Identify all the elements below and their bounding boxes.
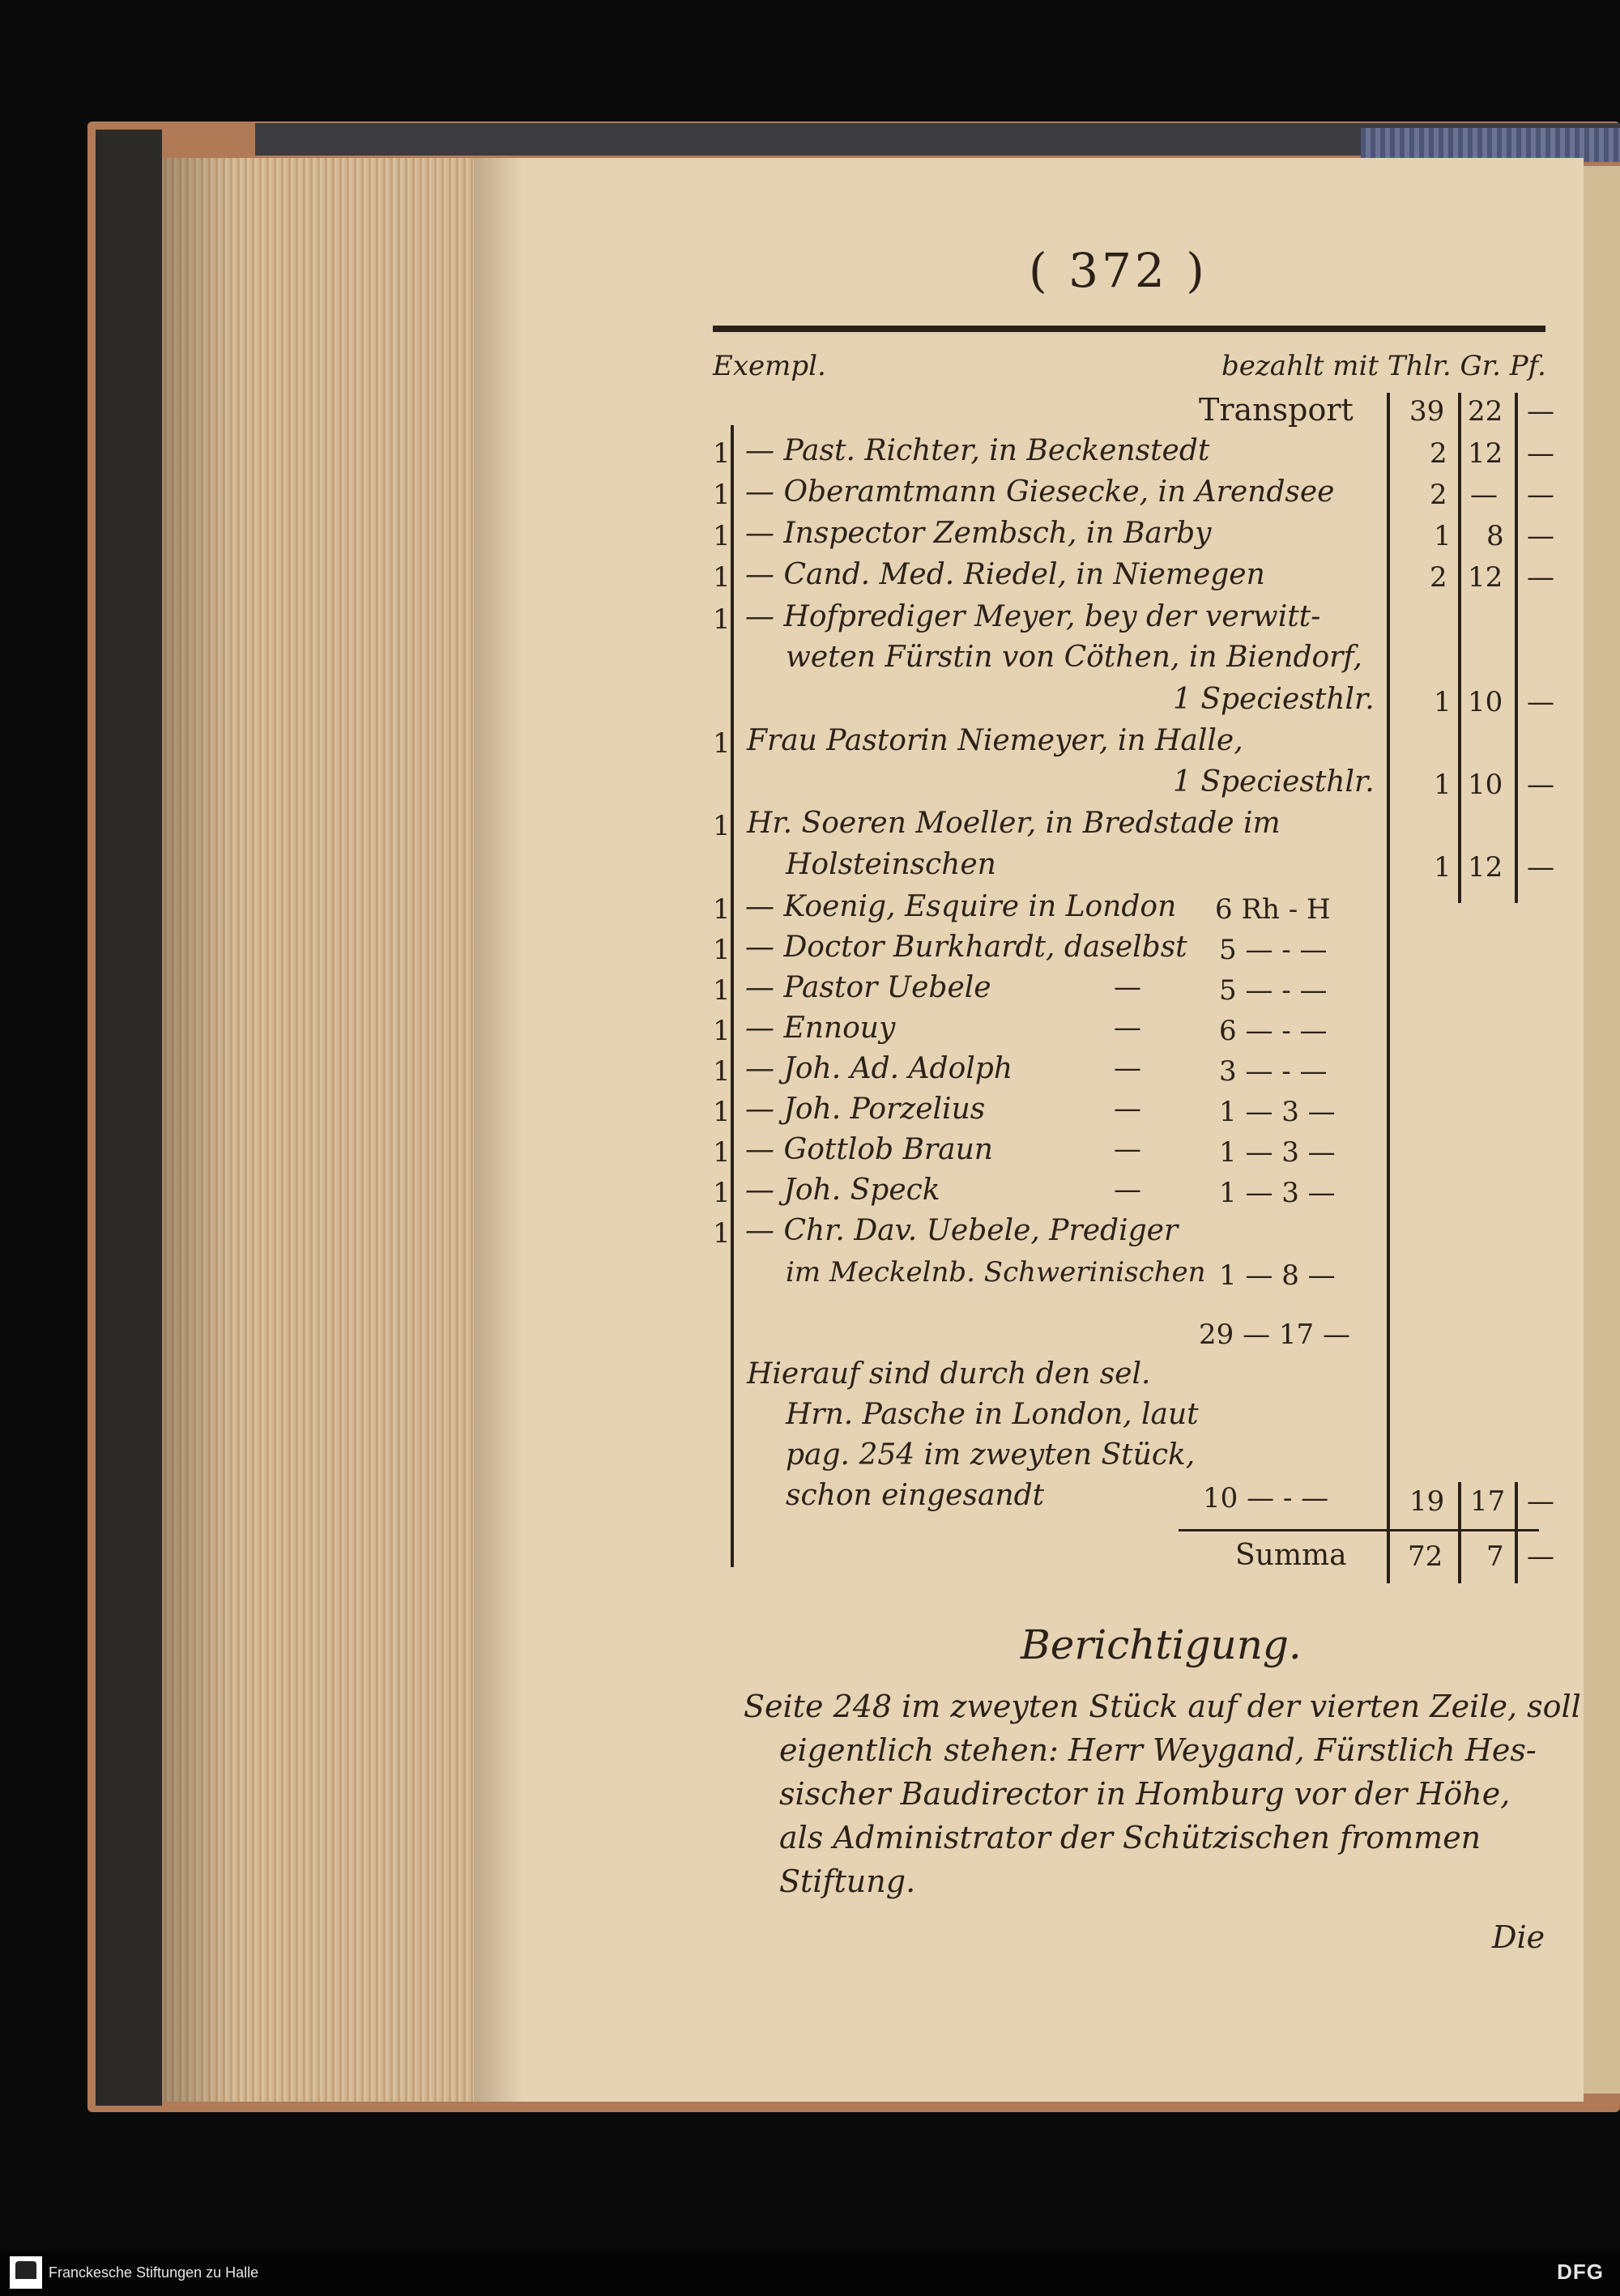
remark-amount: 10 — - — <box>1203 1482 1329 1514</box>
institution-name: Franckesche Stiftungen zu Halle <box>49 2264 259 2281</box>
book-spine <box>96 130 162 2106</box>
dfg-logo: DFG <box>1557 2260 1604 2284</box>
london-name: — Koenig, Esquire in London <box>745 890 1177 923</box>
entry-thlr: 2 <box>1430 561 1447 594</box>
entry-pf: — <box>1527 561 1554 594</box>
entry-gr: — <box>1470 479 1498 511</box>
remark-line: schon eingesandt <box>786 1479 1045 1512</box>
entry-count: 1 <box>713 561 731 594</box>
viewer-footer <box>0 2251 1620 2296</box>
summa-gr: 7 <box>1486 1540 1504 1573</box>
london-count: 1 <box>713 893 731 926</box>
london-count: 1 <box>713 934 731 966</box>
london-subtotal: 29 — 17 — <box>1199 1318 1350 1351</box>
entry-thlr: 1 <box>1434 851 1452 884</box>
entry-pf: — <box>1527 479 1554 511</box>
pf-rule-lower <box>1515 1482 1518 1583</box>
correction-line: sischer Baudirector in Homburg vor der Höhe, <box>779 1776 1511 1812</box>
london-mark: — <box>1114 971 1141 1003</box>
correction-line: eigentlich stehen: Herr Weygand, Fürstlich Hes- <box>779 1732 1537 1768</box>
entry-note: 1 Speciesthlr. <box>1173 683 1375 716</box>
entry-name: — Oberamtmann Giesecke, in Arendsee <box>745 475 1335 509</box>
london-count: 1 <box>713 1177 731 1209</box>
remark-gr: 17 <box>1470 1485 1506 1518</box>
london-amount: 6 — - — <box>1219 1015 1328 1047</box>
entry-name-cont: Holsteinschen <box>786 848 996 881</box>
london-count: 1 <box>713 1217 731 1250</box>
london-mark: — <box>1114 1052 1141 1084</box>
pf-rule <box>1515 393 1518 903</box>
patterned-binding <box>1361 128 1620 162</box>
london-amount: 1 — 8 — <box>1219 1259 1336 1292</box>
entry-thlr: 1 <box>1434 520 1452 552</box>
london-amount: 1 — 3 — <box>1219 1177 1336 1209</box>
london-name: — Chr. Dav. Uebele, Prediger <box>745 1214 1179 1247</box>
london-amount: 1 — 3 — <box>1219 1136 1336 1169</box>
london-name: — Pastor Uebele <box>745 971 991 1004</box>
summa-pf: — <box>1527 1540 1554 1573</box>
london-count: 1 <box>713 974 731 1007</box>
entry-count: 1 <box>713 727 731 760</box>
london-amount: 1 — 3 — <box>1219 1096 1336 1128</box>
london-amount: 3 — - — <box>1219 1055 1328 1088</box>
entry-pf: — <box>1527 769 1554 801</box>
page-number: ( 372 ) <box>1029 243 1208 298</box>
entry-pf: — <box>1527 851 1554 884</box>
summa-rule <box>1179 1529 1539 1531</box>
catchword: Die <box>1492 1919 1545 1955</box>
london-name: — Joh. Speck <box>745 1174 940 1207</box>
entry-gr: 12 <box>1468 561 1503 594</box>
entry-thlr: 1 <box>1434 686 1452 718</box>
correction-line: als Administrator der Schützischen frommen <box>779 1820 1481 1855</box>
entry-name-cont: weten Fürstin von Cöthen, in Biendorf, <box>786 641 1362 674</box>
transport-pf: — <box>1527 395 1554 428</box>
entry-count: 1 <box>713 437 731 470</box>
summa-label: Summa <box>1235 1539 1347 1572</box>
london-count: 1 <box>713 1055 731 1088</box>
entry-count: 1 <box>713 520 731 552</box>
entry-thlr: 2 <box>1430 479 1447 511</box>
header-rule <box>713 326 1545 332</box>
remark-pf: — <box>1527 1485 1554 1518</box>
london-mark: — <box>1114 1093 1141 1125</box>
remark-line: Hrn. Pasche in London, laut <box>786 1398 1199 1431</box>
remark-thlr: 19 <box>1409 1485 1445 1518</box>
london-count: 1 <box>713 1136 731 1169</box>
london-amount: 5 — - — <box>1219 974 1328 1007</box>
entry-name: — Past. Richter, in Beckenstedt <box>745 434 1210 467</box>
london-mark: — <box>1114 1174 1141 1206</box>
london-name: — Doctor Burkhardt, daselbst <box>745 931 1187 964</box>
thlr-rule <box>1387 393 1390 1583</box>
london-count: 1 <box>713 1096 731 1128</box>
london-mark: — <box>1114 1133 1141 1165</box>
entry-count: 1 <box>713 479 731 511</box>
entry-note: 1 Speciesthlr. <box>1173 765 1375 799</box>
column-header-left: Exempl. <box>713 350 826 382</box>
transport-label: Transport <box>1199 392 1354 428</box>
london-name-cont: im Meckelnb. Schwerinischen <box>786 1256 1206 1289</box>
entry-name: — Cand. Med. Riedel, in Niemegen <box>745 558 1265 591</box>
london-name: — Joh. Porzelius <box>745 1093 986 1126</box>
london-mark: — <box>1114 1012 1141 1044</box>
entry-gr: 12 <box>1468 851 1503 884</box>
facing-page-edge <box>1584 166 1620 2094</box>
left-column-rule <box>731 425 734 1567</box>
section-title: Berichtigung. <box>1021 1621 1302 1668</box>
institution-logo-icon <box>10 2256 42 2289</box>
entry-name: — Inspector Zembsch, in Barby <box>745 517 1212 550</box>
entry-gr: 10 <box>1468 686 1503 718</box>
entry-pf: — <box>1527 520 1554 552</box>
remark-line: Hierauf sind durch den sel. <box>747 1357 1151 1391</box>
london-name: — Gottlob Braun <box>745 1133 993 1166</box>
summa-thlr: 72 <box>1408 1540 1443 1573</box>
correction-line: Seite 248 im zweyten Stück auf der vierten Zeile, soll <box>744 1689 1581 1724</box>
london-amount: 6 Rh - H <box>1215 893 1331 926</box>
entry-count: 1 <box>713 810 731 842</box>
entry-pf: — <box>1527 437 1554 470</box>
entry-pf: — <box>1527 686 1554 718</box>
entry-name: Frau Pastorin Niemeyer, in Halle, <box>747 724 1243 757</box>
transport-gr: 22 <box>1468 395 1503 428</box>
correction-line: Stiftung. <box>779 1864 916 1899</box>
entry-gr: 10 <box>1468 769 1503 801</box>
entry-name: — Hofprediger Meyer, bey der verwitt- <box>745 600 1321 633</box>
entry-thlr: 2 <box>1430 437 1447 470</box>
page-shadow <box>474 158 522 2102</box>
remark-line: pag. 254 im zweyten Stück, <box>786 1438 1196 1472</box>
edge-shadow <box>162 158 235 2102</box>
column-header-right: bezahlt mit Thlr. Gr. Pf. <box>1221 350 1546 382</box>
entry-thlr: 1 <box>1434 769 1452 801</box>
london-name: — Joh. Ad. Adolph <box>745 1052 1013 1085</box>
gr-rule-lower <box>1458 1482 1461 1583</box>
london-name: — Ennouy <box>745 1012 896 1045</box>
entry-gr: 8 <box>1486 520 1504 552</box>
london-amount: 5 — - — <box>1219 934 1328 966</box>
transport-thlr: 39 <box>1409 395 1445 428</box>
entry-count: 1 <box>713 603 731 636</box>
entry-gr: 12 <box>1468 437 1503 470</box>
london-count: 1 <box>713 1015 731 1047</box>
gr-rule <box>1458 393 1461 903</box>
entry-name: Hr. Soeren Moeller, in Bredstade im <box>747 807 1281 840</box>
